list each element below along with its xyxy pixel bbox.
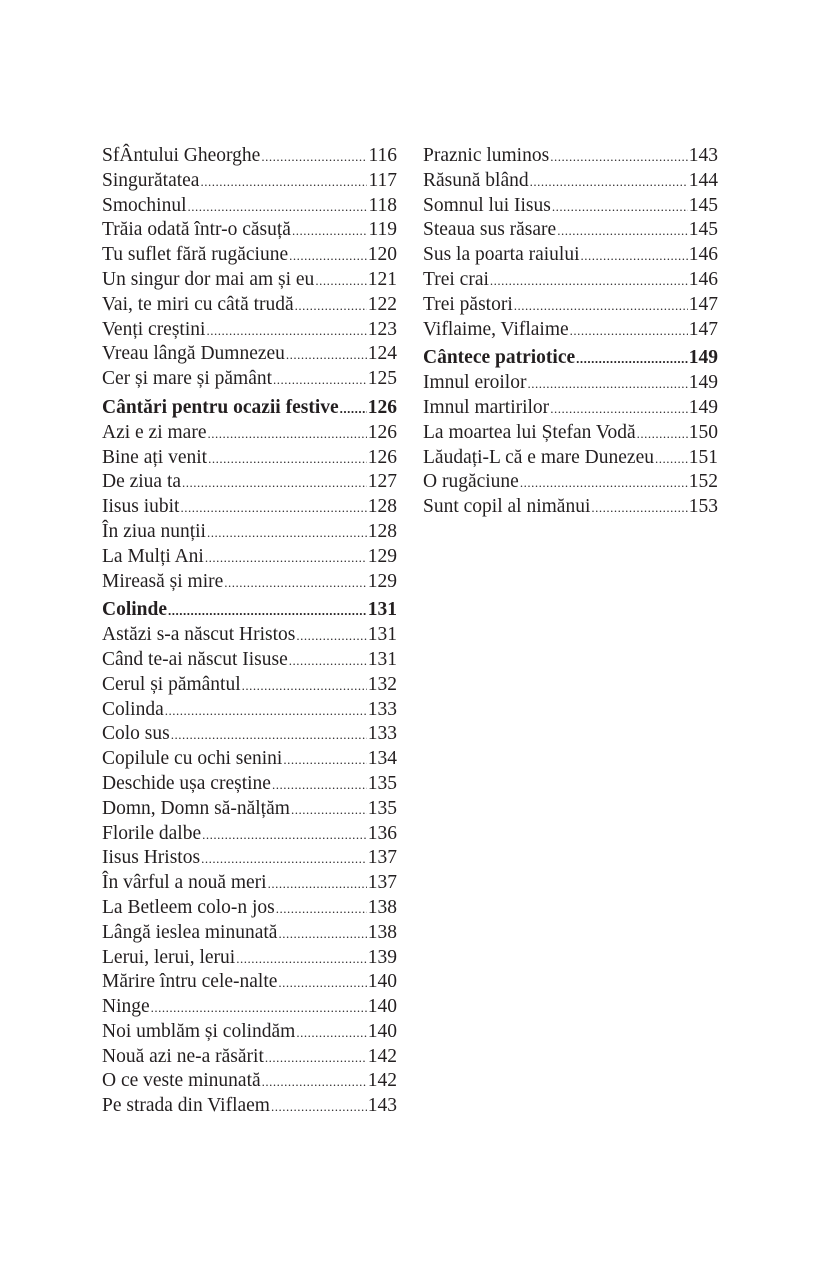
toc-column-left — [102, 144, 397, 1119]
page-number: 131 — [367, 599, 397, 621]
toc-entry — [102, 1020, 397, 1045]
entry-title: Trei păstori — [423, 293, 513, 315]
toc-entry — [423, 243, 718, 268]
entry-title: La Betleem colo-n jos — [102, 896, 275, 918]
entry-title: Trăia odată într-o căsuță — [102, 219, 291, 241]
toc-entry — [423, 169, 718, 194]
dot-leader — [530, 170, 688, 195]
toc-entry — [102, 293, 397, 318]
toc-entry — [102, 545, 397, 570]
dot-leader — [202, 823, 367, 848]
toc-entry — [102, 747, 397, 772]
entry-title: Sus la poarta raiului — [423, 244, 580, 266]
dot-leader — [278, 971, 366, 996]
toc-entry — [423, 194, 718, 219]
page-number: 152 — [688, 471, 718, 493]
dot-leader — [514, 294, 688, 319]
dot-leader — [637, 422, 688, 447]
toc-entry — [102, 797, 397, 822]
toc-entry — [102, 623, 397, 648]
page-number: 135 — [367, 772, 397, 794]
entry-title: Singurătatea — [102, 169, 200, 191]
page-number: 129 — [367, 570, 397, 592]
entry-title: Somnul lui Iisus — [423, 194, 551, 216]
entry-title: O rugăciune — [423, 471, 519, 493]
page-number: 137 — [367, 847, 397, 869]
toc-entry — [102, 520, 397, 545]
entry-title: Smochinul — [102, 194, 187, 216]
dot-leader — [242, 674, 367, 699]
entry-title: Mireasă și mire — [102, 570, 224, 592]
dot-leader — [271, 1095, 367, 1120]
entry-title: SfÂntului Gheorghe — [102, 145, 261, 166]
page-number: 128 — [367, 520, 397, 542]
page-number: 149 — [688, 347, 718, 369]
entry-title: Viflaime, Viflaime — [423, 318, 569, 340]
section-title: Cântări pentru ocazii festive — [102, 396, 339, 418]
toc-column-right — [423, 144, 718, 520]
dot-leader — [295, 294, 367, 319]
page-number: 146 — [688, 268, 718, 290]
page-number: 145 — [688, 194, 718, 216]
toc-entry — [102, 921, 397, 946]
entry-title: Deschide ușa creștine — [102, 772, 271, 794]
toc-entry — [102, 772, 397, 797]
entry-title: Trei crai — [423, 268, 489, 290]
page-number: 133 — [367, 723, 397, 745]
dot-leader — [265, 1046, 367, 1071]
page-number: 123 — [367, 318, 397, 340]
toc-entry — [423, 318, 718, 343]
dot-leader — [291, 798, 367, 823]
toc-section-heading — [102, 396, 397, 421]
page-number: 140 — [367, 996, 397, 1018]
page-number: 149 — [688, 372, 718, 394]
toc-section-heading — [423, 346, 718, 371]
page-number: 135 — [367, 797, 397, 819]
entry-title: Steaua sus răsare — [423, 219, 557, 241]
dot-leader — [286, 343, 367, 368]
toc-entry — [102, 970, 397, 995]
dot-leader — [591, 496, 687, 521]
dot-leader — [296, 624, 366, 649]
entry-title: Azi e zi mare — [102, 421, 207, 443]
toc-entry — [102, 367, 397, 392]
page-number: 121 — [367, 268, 397, 290]
entry-title: Vai, te miri cu câtă trudă — [102, 293, 294, 315]
dot-leader — [552, 195, 688, 220]
entry-title: Lerui, lerui, lerui — [102, 946, 236, 968]
dot-leader — [296, 1021, 366, 1046]
dot-leader — [206, 319, 366, 344]
entry-title: În ziua nunții — [102, 520, 206, 542]
dot-leader — [527, 372, 687, 397]
toc-entry — [102, 421, 397, 446]
page-number: 150 — [688, 421, 718, 443]
page-number: 127 — [367, 471, 397, 493]
dot-leader — [340, 397, 367, 422]
page-number: 118 — [368, 194, 397, 216]
page-number: 151 — [688, 446, 718, 468]
toc-entry — [102, 446, 397, 471]
toc-entry — [102, 495, 397, 520]
entry-title: Când te-ai născut Iisuse — [102, 648, 288, 670]
dot-leader — [165, 699, 367, 724]
dot-leader — [273, 368, 367, 393]
dot-leader — [570, 319, 688, 344]
page-number: 138 — [367, 896, 397, 918]
dot-leader — [276, 897, 367, 922]
toc-entry — [423, 268, 718, 293]
dot-leader — [576, 347, 688, 372]
toc-entry — [102, 218, 397, 243]
dot-leader — [283, 748, 366, 773]
section-title: Cântece patriotice — [423, 347, 576, 369]
dot-leader — [168, 599, 367, 624]
entry-title: Noi umblăm și colindăm — [102, 1020, 296, 1042]
page-number: 116 — [368, 145, 397, 166]
dot-leader — [188, 195, 368, 220]
toc-entry — [102, 243, 397, 268]
page-number: 133 — [367, 698, 397, 720]
entry-title: Cer și mare și pământ — [102, 368, 273, 390]
dot-leader — [315, 269, 366, 294]
entry-title: Un singur dor mai am și eu — [102, 268, 315, 290]
entry-title: Mărire întru cele-nalte — [102, 971, 278, 993]
toc-entry — [102, 144, 397, 169]
page-number: 129 — [367, 545, 397, 567]
dot-leader — [557, 219, 688, 244]
entry-title: Praznic luminos — [423, 145, 550, 166]
toc-section-heading — [102, 598, 397, 623]
entry-title: Lângă ieslea minunată — [102, 921, 278, 943]
entry-title: Astăzi s-a născut Hristos — [102, 624, 296, 646]
entry-title: Iisus Hristos — [102, 847, 201, 869]
entry-title: Ninge — [102, 996, 150, 1018]
entry-title: Colinda — [102, 698, 164, 720]
dot-leader — [205, 546, 367, 571]
page-number: 128 — [367, 496, 397, 518]
dot-leader — [272, 773, 367, 798]
entry-title: La Mulți Ani — [102, 545, 204, 567]
entry-title: În vârful a nouă meri — [102, 872, 267, 894]
entry-title: Tu suflet fără rugăciune — [102, 244, 289, 266]
dot-leader — [289, 649, 367, 674]
entry-title: Lăudați-L că e mare Dunezeu — [423, 446, 654, 468]
entry-title: Imnul martirilor — [423, 396, 550, 418]
page-number: 122 — [367, 293, 397, 315]
page-number: 149 — [688, 396, 718, 418]
entry-title: Iisus iubit — [102, 496, 180, 518]
page-number: 142 — [367, 1070, 397, 1092]
entry-title: Imnul eroilor — [423, 372, 527, 394]
page-number: 147 — [688, 318, 718, 340]
dot-leader — [278, 922, 366, 947]
toc-entry — [102, 673, 397, 698]
dot-leader — [289, 244, 367, 269]
page-number: 147 — [688, 293, 718, 315]
toc-entry — [102, 946, 397, 971]
dot-leader — [236, 947, 367, 972]
page-number: 140 — [367, 1020, 397, 1042]
toc-entry — [102, 896, 397, 921]
toc-entry — [102, 1094, 397, 1119]
dot-leader — [208, 447, 367, 472]
entry-title: De ziua ta — [102, 471, 182, 493]
page-number: 119 — [368, 219, 397, 241]
page-number: 126 — [367, 421, 397, 443]
toc-entry — [102, 169, 397, 194]
dot-leader — [224, 571, 366, 596]
dot-leader — [261, 145, 367, 170]
dot-leader — [207, 422, 366, 447]
toc-entry — [423, 446, 718, 471]
page-number: 136 — [367, 822, 397, 844]
page-number: 117 — [368, 169, 397, 191]
page-number: 153 — [688, 496, 718, 518]
page-number: 140 — [367, 971, 397, 993]
dot-leader — [151, 996, 367, 1021]
page-number: 124 — [367, 343, 397, 365]
page-number: 139 — [367, 946, 397, 968]
toc-entry — [423, 470, 718, 495]
page-number: 143 — [367, 1095, 397, 1117]
dot-leader — [207, 521, 367, 546]
dot-leader — [655, 447, 688, 472]
toc-entry — [423, 396, 718, 421]
entry-title: Colo sus — [102, 723, 170, 745]
entry-title: Vreau lângă Dumnezeu — [102, 343, 285, 365]
page-number: 126 — [367, 396, 397, 418]
dot-leader — [268, 872, 367, 897]
dot-leader — [171, 723, 367, 748]
page-number: 120 — [367, 244, 397, 266]
entry-title: Sunt copil al nimănui — [423, 496, 591, 518]
entry-title: Florile dalbe — [102, 822, 202, 844]
page-number: 138 — [367, 921, 397, 943]
entry-title: Bine ați venit — [102, 446, 208, 468]
page-number: 126 — [367, 446, 397, 468]
toc-entry — [102, 194, 397, 219]
dot-leader — [200, 170, 367, 195]
toc-entry — [102, 268, 397, 293]
toc-entry — [102, 822, 397, 847]
toc-entry — [102, 995, 397, 1020]
dot-leader — [490, 269, 688, 294]
dot-leader — [262, 1070, 367, 1095]
toc-entry — [102, 698, 397, 723]
page-number: 145 — [688, 219, 718, 241]
entry-title: Domn, Domn să-nălțăm — [102, 797, 290, 819]
entry-title: Venți creștini — [102, 318, 206, 340]
dot-leader — [180, 496, 366, 521]
toc-entry — [102, 318, 397, 343]
toc-entry — [423, 293, 718, 318]
toc-entry — [102, 846, 397, 871]
dot-leader — [550, 397, 688, 422]
entry-title: Pe strada din Viflaem — [102, 1095, 270, 1117]
dot-leader — [201, 847, 367, 872]
toc-entry — [102, 648, 397, 673]
page-number: 144 — [688, 169, 718, 191]
entry-title: O ce veste minunată — [102, 1070, 261, 1092]
toc-entry — [423, 144, 718, 169]
toc-entry — [102, 1069, 397, 1094]
toc-entry — [102, 570, 397, 595]
entry-title: Cerul și pământul — [102, 673, 241, 695]
page-number: 134 — [367, 748, 397, 770]
page-number: 125 — [367, 368, 397, 390]
dot-leader — [182, 471, 367, 496]
toc-entry — [102, 342, 397, 367]
dot-leader — [581, 244, 688, 269]
page-number: 143 — [688, 145, 718, 166]
page-number: 142 — [367, 1045, 397, 1067]
page-number: 146 — [688, 244, 718, 266]
toc-entry — [102, 871, 397, 896]
dot-leader — [292, 219, 368, 244]
page-number: 137 — [367, 872, 397, 894]
section-title: Colinde — [102, 599, 168, 621]
dot-leader — [550, 145, 688, 170]
page-number: 131 — [367, 624, 397, 646]
toc-entry — [423, 371, 718, 396]
toc-entry — [423, 421, 718, 446]
toc-entry — [102, 470, 397, 495]
toc-entry — [102, 1045, 397, 1070]
entry-title: Copilule cu ochi senini — [102, 748, 283, 770]
entry-title: Nouă azi ne-a răsărit — [102, 1045, 264, 1067]
entry-title: La moartea lui Ștefan Vodă — [423, 421, 636, 443]
page-number: 132 — [367, 673, 397, 695]
toc-entry — [423, 218, 718, 243]
toc-entry — [423, 495, 718, 520]
dot-leader — [520, 471, 688, 496]
entry-title: Răsună blând — [423, 169, 529, 191]
page-number: 131 — [367, 648, 397, 670]
toc-entry — [102, 722, 397, 747]
